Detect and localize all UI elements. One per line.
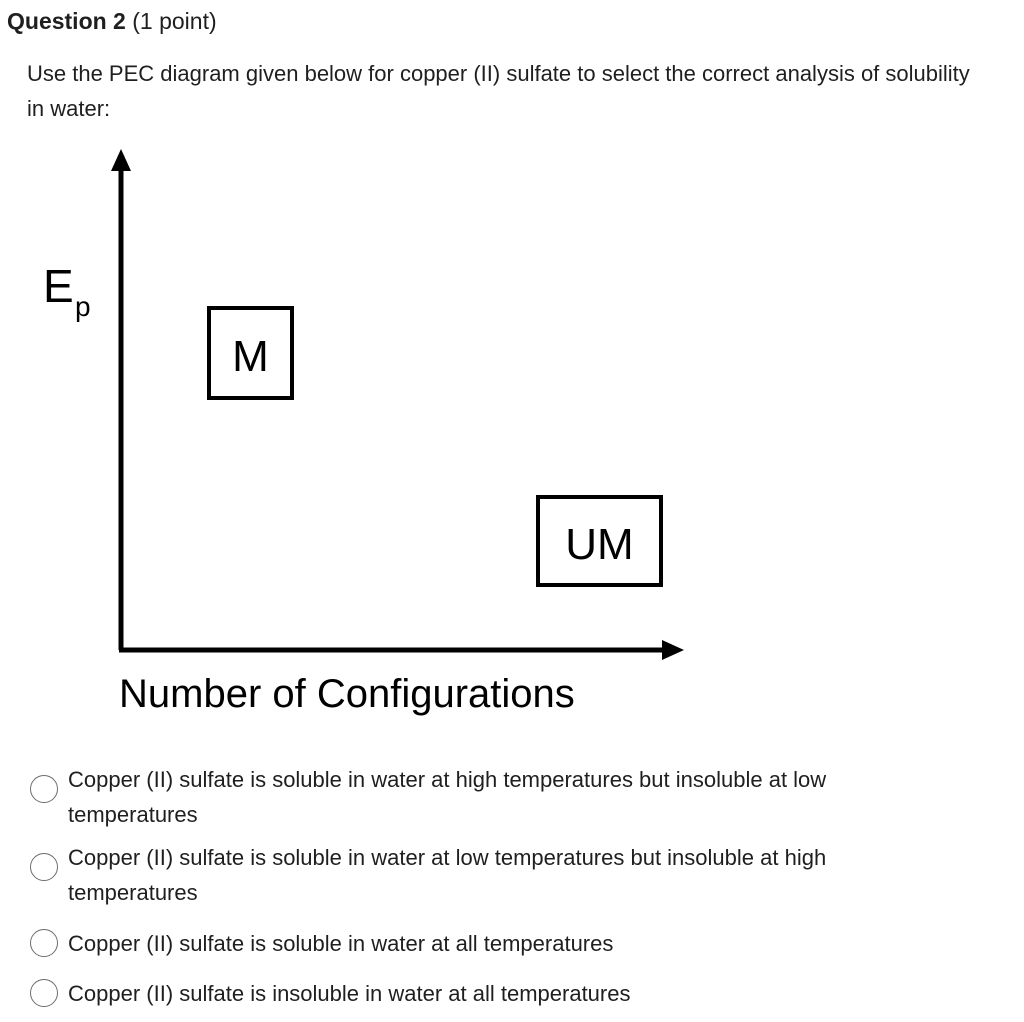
unmixed-state-label: UM <box>565 520 634 569</box>
answer-option-3[interactable] <box>28 926 988 962</box>
y-axis-arrowhead <box>111 149 131 171</box>
question-prompt: Use the PEC diagram given below for copper (II) sulfate to select the correct analysis of solubility in water: <box>27 61 970 121</box>
answer-option-label: Copper (II) sulfate is soluble in water at low temperatures but insoluble at high temperatures <box>68 845 827 905</box>
question-points: (1 point) <box>132 8 217 34</box>
answer-option-2[interactable] <box>28 840 988 912</box>
pec-diagram <box>0 130 760 740</box>
answer-option-1[interactable] <box>28 762 988 834</box>
mixed-state-label: M <box>232 332 269 381</box>
radio-button[interactable] <box>30 853 58 881</box>
y-axis-label: E <box>43 260 74 312</box>
x-axis-arrowhead <box>662 640 684 660</box>
question-header <box>7 6 217 36</box>
answer-option-label: Copper (II) sulfate is soluble in water at high temperatures but insoluble at low temperatures <box>68 767 827 827</box>
answer-option-4[interactable] <box>28 976 988 1012</box>
answer-option-label: Copper (II) sulfate is insoluble in water at all temperatures <box>68 981 631 1006</box>
radio-button[interactable] <box>30 979 58 1007</box>
radio-button[interactable] <box>30 929 58 957</box>
y-axis-label-subscript: p <box>75 291 91 322</box>
radio-button[interactable] <box>30 775 58 803</box>
question-title: Question 2 <box>7 8 126 34</box>
x-axis-label: Number of Configurations <box>119 672 575 716</box>
pec-diagram-svg <box>0 130 760 740</box>
answer-option-label: Copper (II) sulfate is soluble in water at all temperatures <box>68 931 614 956</box>
